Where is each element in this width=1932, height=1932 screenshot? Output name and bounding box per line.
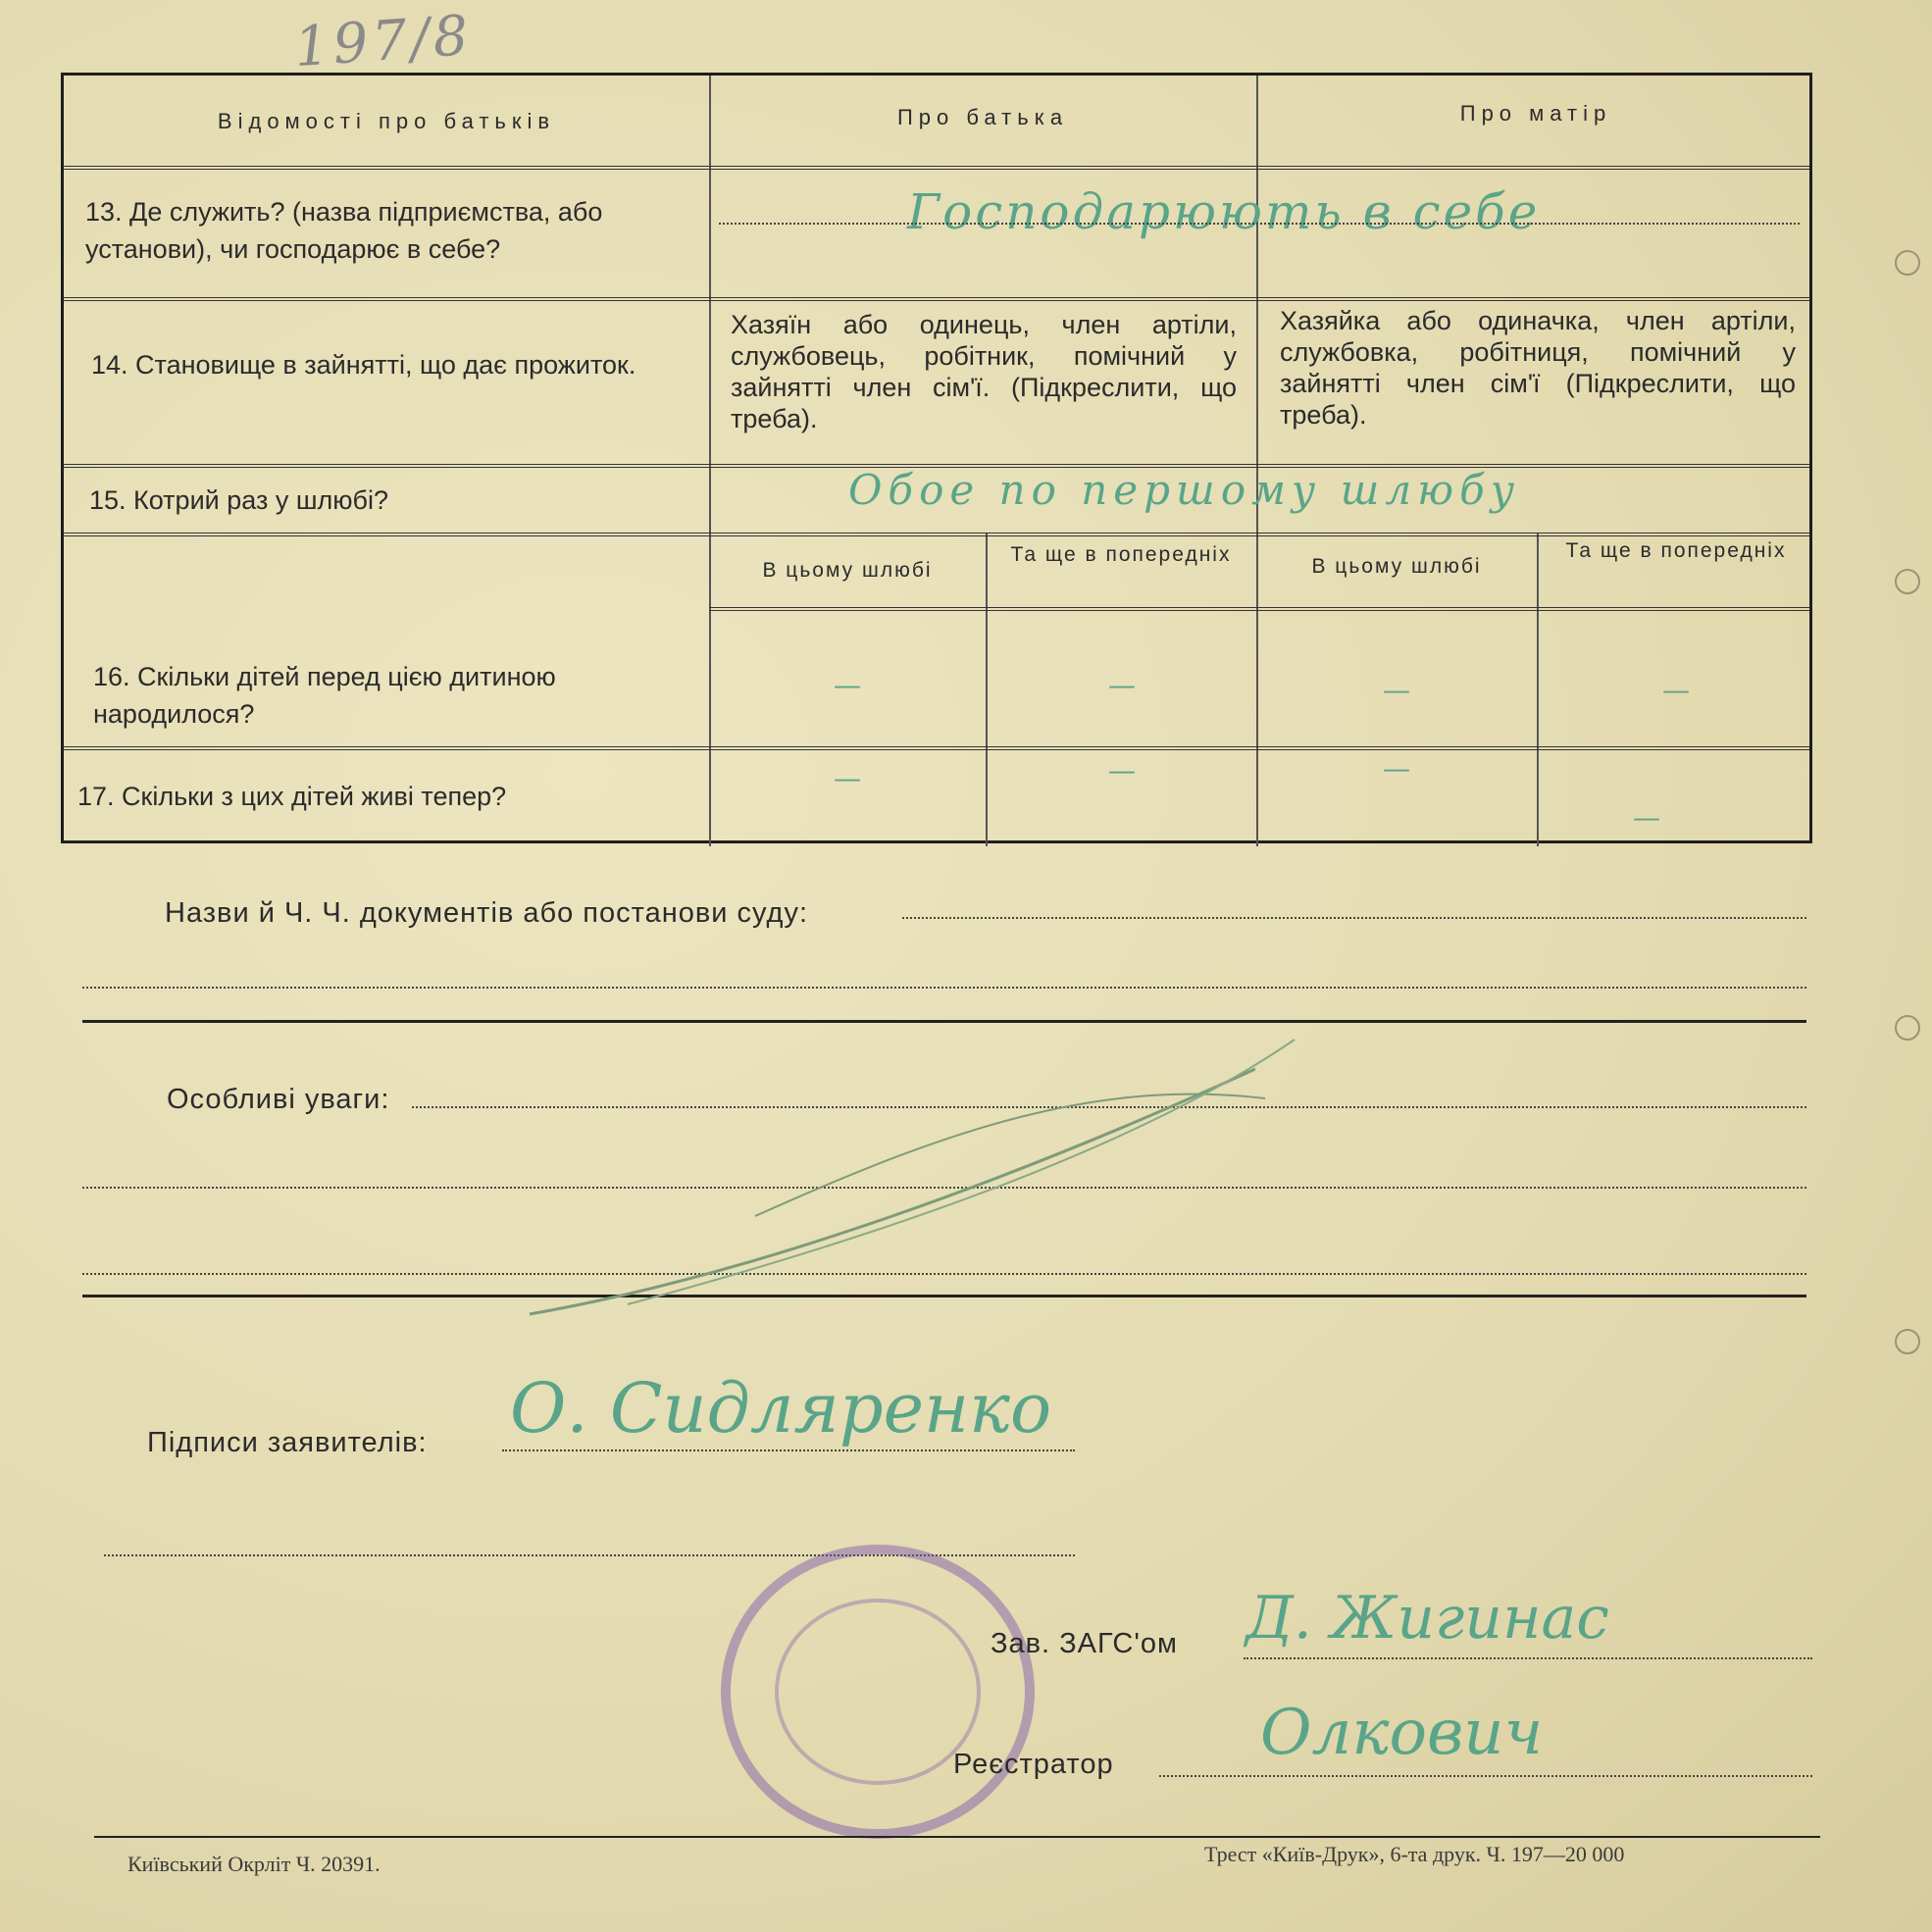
row-divider xyxy=(64,166,1809,170)
footer-divider xyxy=(94,1836,1820,1838)
applicants-label: Підписи заявителів: xyxy=(147,1427,428,1458)
applicant-signature-line xyxy=(502,1449,1075,1451)
q16-label: 16. Скільки дітей перед цією дитиною народилося? xyxy=(93,662,556,729)
registrar-signature: Олкович xyxy=(1260,1697,1544,1769)
parents-info-table xyxy=(61,73,1812,843)
registrar-label: Реєстратор xyxy=(953,1749,1114,1780)
q16-value: — xyxy=(834,669,861,701)
row-divider xyxy=(64,297,1809,301)
header-col3: Про матір xyxy=(1459,101,1612,126)
q14-label: 14. Становище в зайнятті, що дає прожиток. xyxy=(91,350,636,380)
q13-answer-line xyxy=(719,223,1800,225)
q16-value: — xyxy=(1662,674,1690,706)
subheader-mother-prev: Та ще в попередніх xyxy=(1565,539,1787,562)
cancellation-stroke xyxy=(510,981,1314,1344)
head-label: Зав. ЗАГС'ом xyxy=(991,1628,1178,1659)
documents-label: Назви й Ч. Ч. документів або постанови суду: xyxy=(165,897,809,929)
documents-line xyxy=(902,917,1806,919)
q17-value: — xyxy=(1108,754,1136,787)
q13-label: 13. Де служить? (назва підприємства, або установи), чи господарює в себе? xyxy=(85,197,603,264)
pencil-note: 197/8 xyxy=(291,3,475,80)
punch-hole xyxy=(1895,569,1920,594)
footer-left: Київський Окрліт Ч. 20391. xyxy=(127,1852,381,1876)
q13-answer: Господарюють в себе xyxy=(907,183,1541,240)
applicant-signature: О. Сидляренко xyxy=(510,1368,1052,1449)
official-stamp xyxy=(721,1545,1035,1839)
column-divider xyxy=(986,533,988,846)
punch-hole xyxy=(1895,1329,1920,1354)
row-divider xyxy=(64,746,1809,750)
header-col1: Відомості про батьків xyxy=(217,109,556,133)
q17-value: — xyxy=(834,762,861,794)
head-signature: Д. Жигинас xyxy=(1246,1584,1609,1652)
subheader-father-prev: Та ще в попередніх xyxy=(1010,543,1232,566)
column-divider xyxy=(1537,533,1539,846)
column-divider xyxy=(709,76,711,846)
row-divider xyxy=(709,607,1809,611)
header-col2: Про батька xyxy=(896,105,1069,129)
q14-father: Хазяїн або одинець, член артіли, службовець, робітник, помічний у зайнятті член сім'ї. (Підкреслити, що треба). xyxy=(731,310,1237,433)
punch-hole xyxy=(1895,250,1920,276)
footer-right: Трест «Київ-Друк», 6-та друк. Ч. 197—20 000 xyxy=(1204,1842,1625,1866)
q17-label: 17. Скільки з цих дітей живі тепер? xyxy=(77,782,507,811)
q15-answer: Обое по першому шлюбу xyxy=(848,466,1521,514)
registrar-signature-line xyxy=(1159,1775,1812,1777)
subheader-father-this: В цьому шлюбі xyxy=(762,559,933,582)
q16-value: — xyxy=(1108,669,1136,701)
q15-label: 15. Котрий раз у шлюбі? xyxy=(89,485,388,515)
q17-value: — xyxy=(1633,801,1660,834)
q17-value: — xyxy=(1383,752,1410,785)
head-signature-line xyxy=(1244,1657,1812,1659)
q16-value: — xyxy=(1383,674,1410,706)
special-notes-label: Особливі уваги: xyxy=(167,1084,390,1115)
punch-hole xyxy=(1895,1015,1920,1041)
q14-mother: Хазяйка або одиначка, член артіли, службовка, робітниця, помічний у зайнятті член сім'ї (Підкреслити, що треба). xyxy=(1280,306,1796,430)
subheader-mother-this: В цьому шлюбі xyxy=(1311,555,1482,578)
